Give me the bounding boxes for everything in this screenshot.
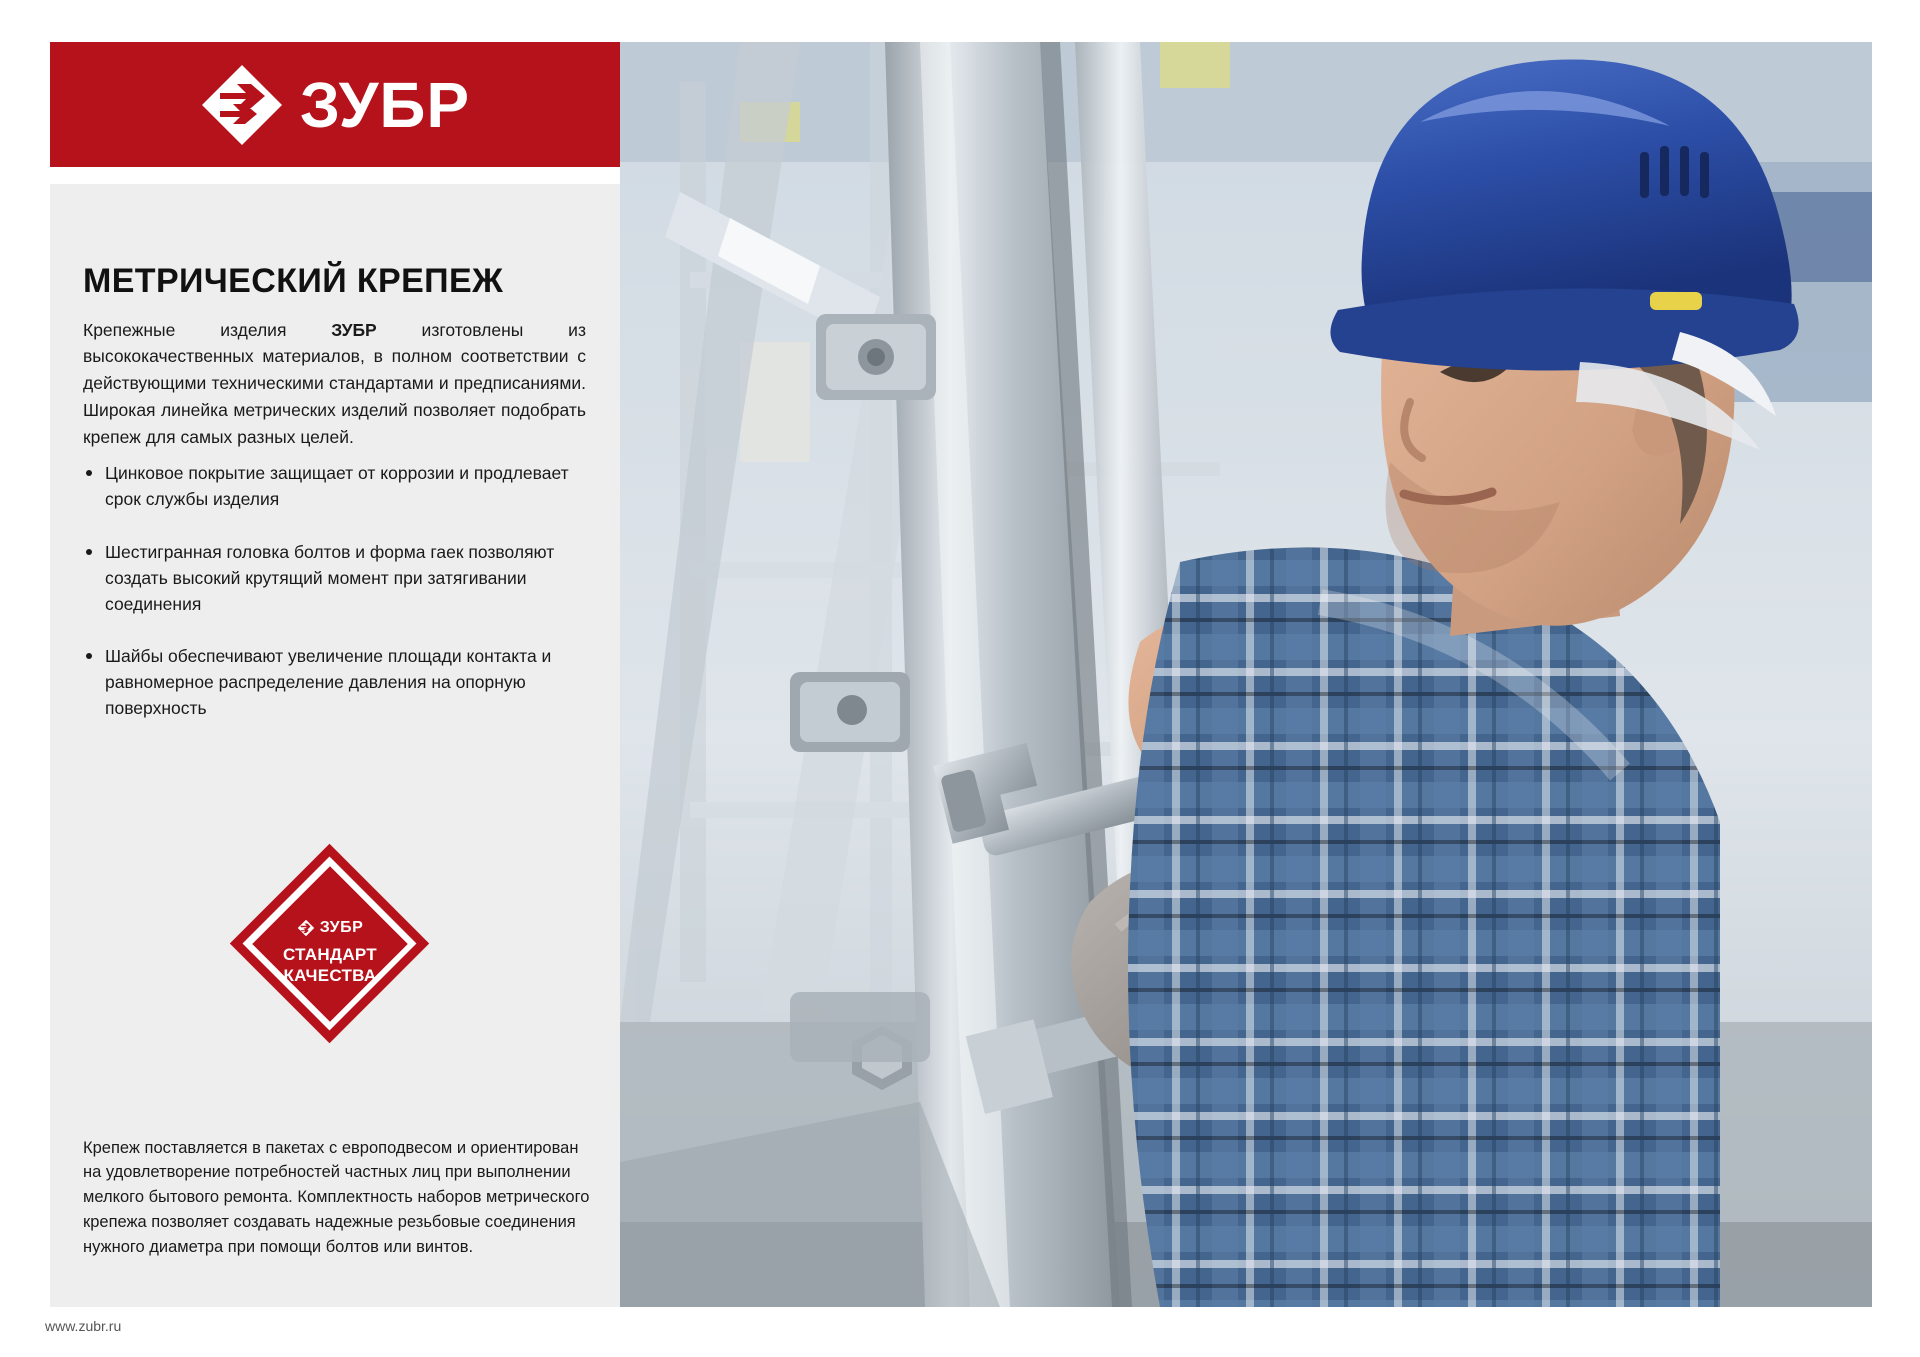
quality-standard-badge-icon [230, 844, 430, 1044]
intro-text-after: изготовлены из высококачественных материалов, в полном соответствии с действующими техническими стандартами и предписаниями. Широкая линейка метрических изделий позволяет подобрать крепеж для самых разных целей. [83, 319, 586, 447]
intro-text-before: Крепежные изделия [83, 319, 332, 340]
badge-line-1: СТАНДАРТ [282, 944, 377, 964]
left-column [45, 42, 620, 1334]
list-item [83, 540, 583, 618]
list-item [83, 644, 583, 722]
bullet-dot-icon [86, 653, 92, 659]
brand-logo-text: ЗУБР [299, 68, 471, 141]
product-photo [620, 42, 1872, 1307]
bullet-dot-icon [86, 549, 92, 555]
list-item-label: Шестигранная головка болтов и форма гаек позволяют создать высокий крутящий момент при затягивании соединения [105, 541, 555, 614]
list-item-label: Цинковое покрытие защищает от коррозии и продлевает срок службы изделия [105, 463, 569, 509]
intro-brand: ЗУБР [331, 319, 377, 340]
list-item-label: Шайбы обеспечивают увеличение площади контакта и равномерное распределение давления на опорную поверхность [105, 646, 552, 719]
feature-list [83, 461, 583, 749]
badge-brand-text: ЗУБР [319, 918, 364, 936]
list-item [83, 461, 583, 513]
zubr-bison-arrow-icon [297, 919, 315, 937]
badge-brand-logo [297, 919, 364, 937]
zubr-bison-arrow-icon [200, 63, 284, 147]
panel-footer-text: Крепеж поставляется в пакетах с европодвесом и ориентирован на удовлетворение потребностей частных лиц при выполнении мелкого бытового ремонта. Комплектность наборов метрического крепежа позволяет создавать надежные резьбовые соединения нужного диаметра при помощи болтов или винтов. [83, 1138, 590, 1256]
bullet-dot-icon [86, 470, 92, 476]
badge-content [230, 844, 430, 1044]
brand-logo-block [50, 42, 620, 167]
intro-paragraph [83, 317, 586, 451]
page-title: МЕТРИЧЕСКИЙ КРЕПЕЖ [83, 261, 504, 300]
badge-line-2: КАЧЕСТВА [283, 966, 377, 985]
brand-logo [200, 63, 470, 147]
website-url[interactable]: www.zubr.ru [45, 1318, 122, 1334]
info-panel [50, 184, 620, 1307]
